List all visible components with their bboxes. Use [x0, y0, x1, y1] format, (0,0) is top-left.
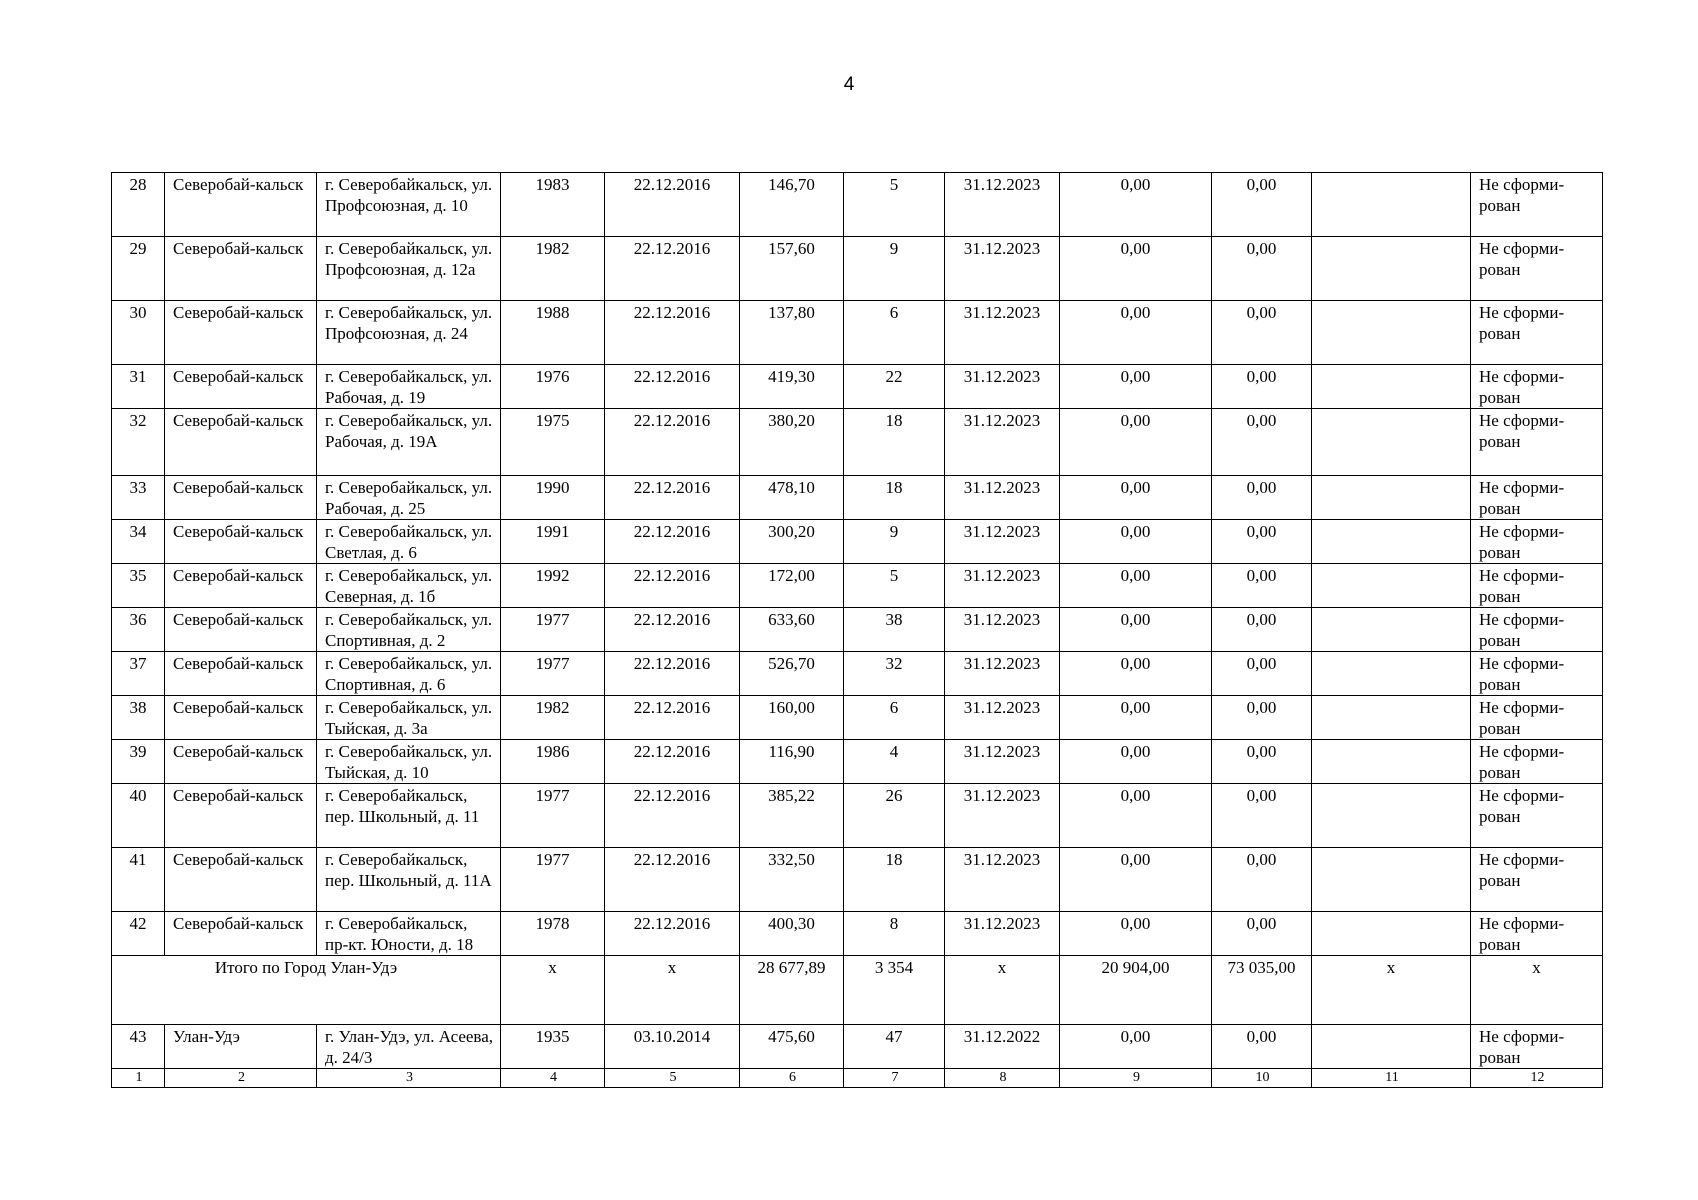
table-body-b — [112, 1025, 1603, 1069]
table-row — [112, 365, 1603, 409]
address-cell: г. Северобайкальск, пер. Школьный, д. 11 — [317, 784, 501, 848]
column-number-row — [112, 1069, 1603, 1088]
value-10-cell: 0,00 — [1212, 740, 1312, 784]
area-cell: 385,22 — [740, 784, 844, 848]
locality-cell: Северобай-кальск — [165, 564, 317, 608]
residents-cell: 22 — [844, 365, 945, 409]
status-cell: Не сформи-рован — [1471, 564, 1603, 608]
status-cell: Не сформи-рован — [1471, 476, 1603, 520]
table-row — [112, 173, 1603, 237]
value-10-cell: 0,00 — [1212, 520, 1312, 564]
table-row — [112, 1025, 1603, 1069]
value-10-cell: 0,00 — [1212, 1025, 1312, 1069]
area-cell: 172,00 — [740, 564, 844, 608]
col-11-cell — [1312, 652, 1471, 696]
total-col11: х — [1312, 956, 1471, 1025]
address-cell: г. Северобайкальск, пер. Школьный, д. 11А — [317, 848, 501, 912]
recognition-date-cell: 22.12.2016 — [605, 173, 740, 237]
value-9-cell: 0,00 — [1060, 237, 1212, 301]
year-built-cell: 1988 — [501, 301, 605, 365]
status-cell: Не сформи-рован — [1471, 1025, 1603, 1069]
status-cell: Не сформи-рован — [1471, 237, 1603, 301]
col-11-cell — [1312, 608, 1471, 652]
year-built-cell: 1935 — [501, 1025, 605, 1069]
value-9-cell: 0,00 — [1060, 1025, 1212, 1069]
col-11-cell — [1312, 520, 1471, 564]
recognition-date-cell: 22.12.2016 — [605, 564, 740, 608]
value-10-cell: 0,00 — [1212, 912, 1312, 956]
year-built-cell: 1978 — [501, 912, 605, 956]
residents-cell: 26 — [844, 784, 945, 848]
residents-cell: 38 — [844, 608, 945, 652]
col-11-cell — [1312, 1025, 1471, 1069]
value-10-cell: 0,00 — [1212, 696, 1312, 740]
column-number-cell: 9 — [1060, 1069, 1212, 1088]
value-10-cell: 0,00 — [1212, 409, 1312, 476]
value-10-cell: 0,00 — [1212, 784, 1312, 848]
address-cell: г. Северобайкальск, ул. Спортивная, д. 6 — [317, 652, 501, 696]
row-number-cell: 41 — [112, 848, 165, 912]
recognition-date-cell: 03.10.2014 — [605, 1025, 740, 1069]
row-number-cell: 36 — [112, 608, 165, 652]
page-number: 4 — [843, 74, 855, 95]
locality-cell: Северобай-кальск — [165, 696, 317, 740]
col-11-cell — [1312, 740, 1471, 784]
recognition-date-cell: 22.12.2016 — [605, 476, 740, 520]
status-cell: Не сформи-рован — [1471, 912, 1603, 956]
value-10-cell: 0,00 — [1212, 564, 1312, 608]
area-cell: 300,20 — [740, 520, 844, 564]
col-11-cell — [1312, 848, 1471, 912]
recognition-date-cell: 22.12.2016 — [605, 652, 740, 696]
row-number-cell: 34 — [112, 520, 165, 564]
col-11-cell — [1312, 696, 1471, 740]
status-cell: Не сформи-рован — [1471, 784, 1603, 848]
address-cell: г. Северобайкальск, ул. Рабочая, д. 19А — [317, 409, 501, 476]
residents-cell: 6 — [844, 301, 945, 365]
col-11-cell — [1312, 301, 1471, 365]
table-total — [112, 956, 1603, 1025]
table-row — [112, 237, 1603, 301]
year-built-cell: 1977 — [501, 608, 605, 652]
status-cell: Не сформи-рован — [1471, 652, 1603, 696]
address-cell: г. Северобайкальск, ул. Спортивная, д. 2 — [317, 608, 501, 652]
value-9-cell: 0,00 — [1060, 564, 1212, 608]
table-row — [112, 784, 1603, 848]
col-11-cell — [1312, 409, 1471, 476]
total-year: х — [501, 956, 605, 1025]
status-cell: Не сформи-рован — [1471, 608, 1603, 652]
area-cell: 116,90 — [740, 740, 844, 784]
recognition-date-cell: 22.12.2016 — [605, 608, 740, 652]
value-10-cell: 0,00 — [1212, 476, 1312, 520]
value-10-cell: 0,00 — [1212, 652, 1312, 696]
locality-cell: Северобай-кальск — [165, 848, 317, 912]
value-10-cell: 0,00 — [1212, 173, 1312, 237]
table-body-a — [112, 173, 1603, 956]
resettlement-deadline-cell: 31.12.2023 — [945, 652, 1060, 696]
address-cell: г. Северобайкальск, ул. Профсоюзная, д. 24 — [317, 301, 501, 365]
resettlement-deadline-cell: 31.12.2023 — [945, 237, 1060, 301]
address-cell: г. Северобайкальск, ул. Рабочая, д. 25 — [317, 476, 501, 520]
address-cell: г. Улан-Удэ, ул. Асеева, д. 24/3 — [317, 1025, 501, 1069]
resettlement-deadline-cell: 31.12.2023 — [945, 173, 1060, 237]
value-10-cell: 0,00 — [1212, 608, 1312, 652]
status-cell: Не сформи-рован — [1471, 365, 1603, 409]
residents-cell: 18 — [844, 409, 945, 476]
value-9-cell: 0,00 — [1060, 608, 1212, 652]
value-9-cell: 0,00 — [1060, 409, 1212, 476]
recognition-date-cell: 22.12.2016 — [605, 365, 740, 409]
area-cell: 157,60 — [740, 237, 844, 301]
year-built-cell: 1982 — [501, 696, 605, 740]
row-number-cell: 32 — [112, 409, 165, 476]
table-row — [112, 608, 1603, 652]
area-cell: 146,70 — [740, 173, 844, 237]
column-number-cell: 4 — [501, 1069, 605, 1088]
address-cell: г. Северобайкальск, ул. Профсоюзная, д. 12а — [317, 237, 501, 301]
year-built-cell: 1991 — [501, 520, 605, 564]
table-row — [112, 696, 1603, 740]
status-cell: Не сформи-рован — [1471, 848, 1603, 912]
total-residents: 3 354 — [844, 956, 945, 1025]
resettlement-deadline-cell: 31.12.2023 — [945, 912, 1060, 956]
area-cell: 478,10 — [740, 476, 844, 520]
locality-cell: Северобай-кальск — [165, 740, 317, 784]
recognition-date-cell: 22.12.2016 — [605, 696, 740, 740]
residents-cell: 47 — [844, 1025, 945, 1069]
total-area: 28 677,89 — [740, 956, 844, 1025]
total-deadline: х — [945, 956, 1060, 1025]
recognition-date-cell: 22.12.2016 — [605, 301, 740, 365]
status-cell: Не сформи-рован — [1471, 740, 1603, 784]
column-number-cell: 7 — [844, 1069, 945, 1088]
status-cell: Не сформи-рован — [1471, 696, 1603, 740]
address-cell: г. Северобайкальск, пр-кт. Юности, д. 18 — [317, 912, 501, 956]
total-date: х — [605, 956, 740, 1025]
resettlement-deadline-cell: 31.12.2023 — [945, 784, 1060, 848]
col-11-cell — [1312, 173, 1471, 237]
resettlement-deadline-cell: 31.12.2023 — [945, 520, 1060, 564]
resettlement-deadline-cell: 31.12.2023 — [945, 301, 1060, 365]
residents-cell: 5 — [844, 564, 945, 608]
area-cell: 332,50 — [740, 848, 844, 912]
value-10-cell: 0,00 — [1212, 848, 1312, 912]
recognition-date-cell: 22.12.2016 — [605, 784, 740, 848]
year-built-cell: 1982 — [501, 237, 605, 301]
table-footer — [112, 1069, 1603, 1088]
address-cell: г. Северобайкальск, ул. Светлая, д. 6 — [317, 520, 501, 564]
year-built-cell: 1976 — [501, 365, 605, 409]
table-row — [112, 520, 1603, 564]
residents-cell: 18 — [844, 848, 945, 912]
area-cell: 380,20 — [740, 409, 844, 476]
recognition-date-cell: 22.12.2016 — [605, 520, 740, 564]
locality-cell: Улан-Удэ — [165, 1025, 317, 1069]
row-number-cell: 43 — [112, 1025, 165, 1069]
locality-cell: Северобай-кальск — [165, 652, 317, 696]
recognition-date-cell: 22.12.2016 — [605, 409, 740, 476]
table-row — [112, 409, 1603, 476]
value-9-cell: 0,00 — [1060, 520, 1212, 564]
value-9-cell: 0,00 — [1060, 912, 1212, 956]
resettlement-deadline-cell: 31.12.2023 — [945, 365, 1060, 409]
row-number-cell: 30 — [112, 301, 165, 365]
resettlement-deadline-cell: 31.12.2023 — [945, 564, 1060, 608]
value-9-cell: 0,00 — [1060, 784, 1212, 848]
col-11-cell — [1312, 564, 1471, 608]
status-cell: Не сформи-рован — [1471, 173, 1603, 237]
recognition-date-cell: 22.12.2016 — [605, 912, 740, 956]
resettlement-deadline-cell: 31.12.2023 — [945, 740, 1060, 784]
column-number-cell: 12 — [1471, 1069, 1603, 1088]
locality-cell: Северобай-кальск — [165, 784, 317, 848]
status-cell: Не сформи-рован — [1471, 301, 1603, 365]
area-cell: 633,60 — [740, 608, 844, 652]
col-11-cell — [1312, 784, 1471, 848]
year-built-cell: 1977 — [501, 652, 605, 696]
table-row — [112, 848, 1603, 912]
address-cell: г. Северобайкальск, ул. Рабочая, д. 19 — [317, 365, 501, 409]
total-val10: 73 035,00 — [1212, 956, 1312, 1025]
row-number-cell: 40 — [112, 784, 165, 848]
residents-cell: 5 — [844, 173, 945, 237]
col-11-cell — [1312, 365, 1471, 409]
total-label: Итого по Город Улан-Удэ — [112, 956, 501, 1025]
status-cell: Не сформи-рован — [1471, 409, 1603, 476]
value-10-cell: 0,00 — [1212, 365, 1312, 409]
residents-cell: 8 — [844, 912, 945, 956]
year-built-cell: 1983 — [501, 173, 605, 237]
table-row — [112, 652, 1603, 696]
col-11-cell — [1312, 476, 1471, 520]
value-9-cell: 0,00 — [1060, 365, 1212, 409]
locality-cell: Северобай-кальск — [165, 520, 317, 564]
total-row — [112, 956, 1603, 1025]
residents-cell: 32 — [844, 652, 945, 696]
year-built-cell: 1990 — [501, 476, 605, 520]
residents-cell: 4 — [844, 740, 945, 784]
row-number-cell: 38 — [112, 696, 165, 740]
locality-cell: Северобай-кальск — [165, 237, 317, 301]
column-number-cell: 8 — [945, 1069, 1060, 1088]
resettlement-deadline-cell: 31.12.2023 — [945, 848, 1060, 912]
resettlement-deadline-cell: 31.12.2023 — [945, 476, 1060, 520]
area-cell: 475,60 — [740, 1025, 844, 1069]
table-row — [112, 476, 1603, 520]
residents-cell: 6 — [844, 696, 945, 740]
locality-cell: Северобай-кальск — [165, 301, 317, 365]
locality-cell: Северобай-кальск — [165, 476, 317, 520]
locality-cell: Северобай-кальск — [165, 409, 317, 476]
resettlement-deadline-cell: 31.12.2023 — [945, 608, 1060, 652]
row-number-cell: 28 — [112, 173, 165, 237]
residents-cell: 9 — [844, 237, 945, 301]
col-11-cell — [1312, 237, 1471, 301]
row-number-cell: 31 — [112, 365, 165, 409]
address-cell: г. Северобайкальск, ул. Профсоюзная, д. 10 — [317, 173, 501, 237]
address-cell: г. Северобайкальск, ул. Тыйская, д. 10 — [317, 740, 501, 784]
recognition-date-cell: 22.12.2016 — [605, 237, 740, 301]
row-number-cell: 33 — [112, 476, 165, 520]
value-9-cell: 0,00 — [1060, 301, 1212, 365]
total-val9: 20 904,00 — [1060, 956, 1212, 1025]
area-cell: 526,70 — [740, 652, 844, 696]
column-number-cell: 3 — [317, 1069, 501, 1088]
area-cell: 400,30 — [740, 912, 844, 956]
address-cell: г. Северобайкальск, ул. Северная, д. 1б — [317, 564, 501, 608]
value-9-cell: 0,00 — [1060, 173, 1212, 237]
total-status: х — [1471, 956, 1603, 1025]
value-9-cell: 0,00 — [1060, 652, 1212, 696]
locality-cell: Северобай-кальск — [165, 912, 317, 956]
locality-cell: Северобай-кальск — [165, 608, 317, 652]
resettlement-deadline-cell: 31.12.2023 — [945, 696, 1060, 740]
table-row — [112, 740, 1603, 784]
value-10-cell: 0,00 — [1212, 237, 1312, 301]
table-row — [112, 912, 1603, 956]
row-number-cell: 39 — [112, 740, 165, 784]
row-number-cell: 35 — [112, 564, 165, 608]
column-number-cell: 2 — [165, 1069, 317, 1088]
residents-cell: 9 — [844, 520, 945, 564]
value-9-cell: 0,00 — [1060, 476, 1212, 520]
row-number-cell: 29 — [112, 237, 165, 301]
area-cell: 419,30 — [740, 365, 844, 409]
row-number-cell: 37 — [112, 652, 165, 696]
address-cell: г. Северобайкальск, ул. Тыйская, д. 3а — [317, 696, 501, 740]
recognition-date-cell: 22.12.2016 — [605, 848, 740, 912]
resettlement-deadline-cell: 31.12.2022 — [945, 1025, 1060, 1069]
col-11-cell — [1312, 912, 1471, 956]
row-number-cell: 42 — [112, 912, 165, 956]
value-10-cell: 0,00 — [1212, 301, 1312, 365]
residents-cell: 18 — [844, 476, 945, 520]
area-cell: 137,80 — [740, 301, 844, 365]
year-built-cell: 1992 — [501, 564, 605, 608]
year-built-cell: 1986 — [501, 740, 605, 784]
column-number-cell: 6 — [740, 1069, 844, 1088]
value-9-cell: 0,00 — [1060, 696, 1212, 740]
column-number-cell: 5 — [605, 1069, 740, 1088]
recognition-date-cell: 22.12.2016 — [605, 740, 740, 784]
value-9-cell: 0,00 — [1060, 740, 1212, 784]
housing-table — [111, 172, 1603, 1088]
column-number-cell: 1 — [112, 1069, 165, 1088]
year-built-cell: 1975 — [501, 409, 605, 476]
year-built-cell: 1977 — [501, 784, 605, 848]
column-number-cell: 10 — [1212, 1069, 1312, 1088]
table-row — [112, 564, 1603, 608]
locality-cell: Северобай-кальск — [165, 365, 317, 409]
column-number-cell: 11 — [1312, 1069, 1471, 1088]
resettlement-deadline-cell: 31.12.2023 — [945, 409, 1060, 476]
locality-cell: Северобай-кальск — [165, 173, 317, 237]
table-row — [112, 301, 1603, 365]
status-cell: Не сформи-рован — [1471, 520, 1603, 564]
area-cell: 160,00 — [740, 696, 844, 740]
value-9-cell: 0,00 — [1060, 848, 1212, 912]
year-built-cell: 1977 — [501, 848, 605, 912]
